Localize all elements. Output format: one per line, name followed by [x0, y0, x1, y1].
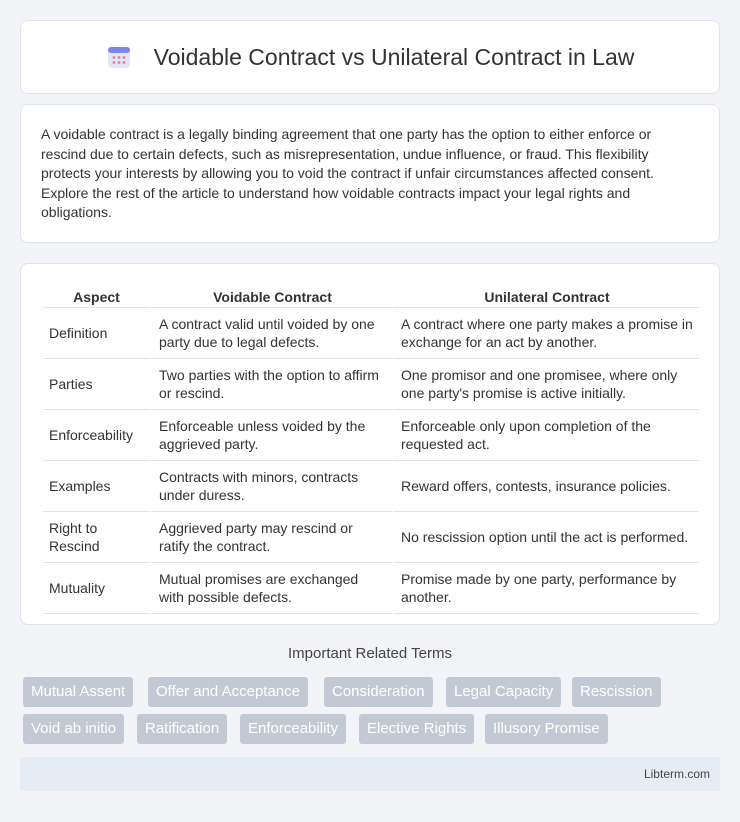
table-row	[43, 410, 699, 461]
row-voidable: Mutual promises are exchanged with possible defects.	[150, 563, 392, 614]
intro-paragraph: A voidable contract is a legally binding agreement that one party has the option to either enforce or rescind due to certain defects, such as misrepresentation, undue influence, or fraud. This flexibility protects your interests by allowing you to void the contract if unfair circumstances affected consent. Explore the rest of the article to understand how voidable contracts impact your legal rights and obligations.	[41, 126, 654, 220]
comparison-card	[20, 263, 720, 625]
header-aspect: Aspect	[43, 280, 150, 308]
row-voidable: Contracts with minors, contracts under duress.	[150, 461, 392, 512]
table-row	[43, 563, 699, 614]
row-aspect: Enforceability	[43, 410, 150, 461]
table-row	[43, 461, 699, 512]
row-unilateral: Reward offers, contests, insurance policies.	[392, 461, 699, 512]
title-card	[20, 20, 720, 94]
intro-card	[20, 104, 720, 243]
row-aspect: Definition	[43, 308, 150, 359]
related-terms-title: Important Related Terms	[288, 645, 452, 662]
footer-site-link[interactable]: Libterm.com	[643, 767, 710, 781]
row-aspect: Mutuality	[43, 563, 150, 614]
tag-offer-and-acceptance[interactable]: Offer and Acceptance	[148, 677, 308, 707]
table-row	[43, 308, 699, 359]
table-header-row	[43, 280, 699, 308]
tag-mutual-assent[interactable]: Mutual Assent	[23, 677, 133, 707]
header-unilateral: Unilateral Contract	[392, 280, 699, 308]
tag-void-ab-initio[interactable]: Void ab initio	[23, 714, 124, 744]
comparison-table	[43, 280, 699, 614]
tag-enforceability[interactable]: Enforceability	[240, 714, 346, 744]
tag-elective-rights[interactable]: Elective Rights	[359, 714, 474, 744]
tag-consideration[interactable]: Consideration	[324, 677, 433, 707]
calendar-grid-icon	[106, 44, 132, 70]
row-voidable: Enforceable unless voided by the aggrieved party.	[150, 410, 392, 461]
footer	[20, 757, 720, 791]
tag-ratification[interactable]: Ratification	[137, 714, 227, 744]
row-aspect: Examples	[43, 461, 150, 512]
header-voidable: Voidable Contract	[150, 280, 392, 308]
row-voidable: A contract valid until voided by one party due to legal defects.	[150, 308, 392, 359]
row-voidable: Aggrieved party may rescind or ratify the contract.	[150, 512, 392, 563]
tag-rescission[interactable]: Rescission	[572, 677, 661, 707]
tag-legal-capacity[interactable]: Legal Capacity	[446, 677, 561, 707]
row-aspect: Parties	[43, 359, 150, 410]
row-unilateral: One promisor and one promisee, where only one party's promise is active initially.	[392, 359, 699, 410]
table-row	[43, 512, 699, 563]
row-unilateral: Promise made by one party, performance by another.	[392, 563, 699, 614]
page-title: Voidable Contract vs Unilateral Contract in Law	[153, 43, 635, 70]
row-aspect: Right to Rescind	[43, 512, 150, 563]
row-unilateral: Enforceable only upon completion of the requested act.	[392, 410, 699, 461]
tag-illusory-promise[interactable]: Illusory Promise	[485, 714, 608, 744]
table-row	[43, 359, 699, 410]
row-unilateral: No rescission option until the act is performed.	[392, 512, 699, 563]
row-voidable: Two parties with the option to affirm or rescind.	[150, 359, 392, 410]
row-unilateral: A contract where one party makes a promise in exchange for an act by another.	[392, 308, 699, 359]
